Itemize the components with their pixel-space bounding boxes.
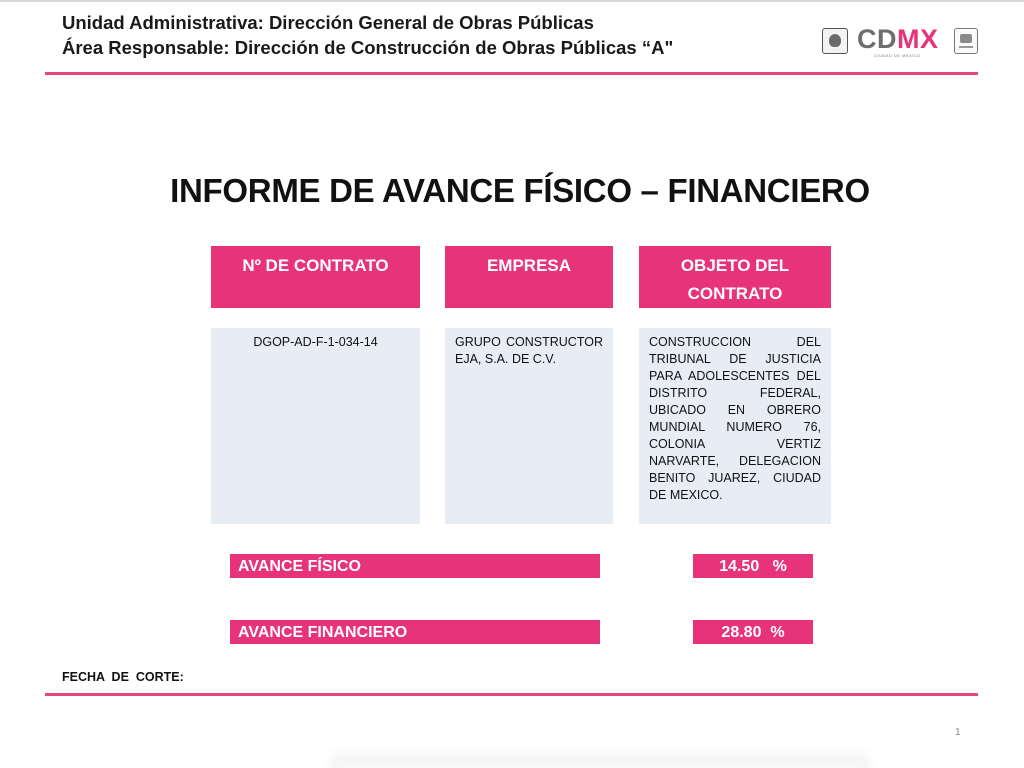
contract-object-header-line1: OBJETO DEL [680,256,790,275]
financial-progress-value: 28.80 % [693,620,813,644]
financial-progress-label: AVANCE FINANCIERO [230,620,600,644]
top-border [0,0,1024,2]
company-header: EMPRESA [445,246,613,308]
bottom-shadow [330,748,870,768]
physical-progress-value: 14.50 % [693,554,813,578]
responsible-area: Área Responsable: Dirección de Construcción de Obras Públicas “A" [62,37,674,58]
city-seal-icon [822,28,848,54]
government-logo-icon [954,28,978,54]
page-title: INFORME DE AVANCE FÍSICO – FINANCIERO [170,172,870,209]
footer-divider [45,693,978,696]
company-cell: GRUPO CONSTRUCTOR EJA, S.A. DE C.V. [445,328,613,524]
contract-object-header [639,246,831,308]
administrative-unit: Unidad Administrativa: Dirección General de Obras Públicas [62,12,594,33]
contract-object-cell: CONSTRUCCION DEL TRIBUNAL DE JUSTICIA PARA ADOLESCENTES DEL DISTRITO FEDERAL, UBICADO EN OBRERO MUNDIAL NUMERO 76, COLONIA VERTIZ NARVARTE, DELEGACION BENITO JUAREZ, CIUDAD DE MEXICO. [639,328,831,524]
cutoff-date-label: FECHA DE CORTE: [62,670,184,684]
page-number: 1 [955,727,961,738]
contract-number-header: Nº DE CONTRATO [211,246,420,308]
contract-object-header-line2: CONTRATO [687,284,783,303]
header [62,10,673,60]
physical-progress-label: AVANCE FÍSICO [230,554,600,578]
cdmx-logo-subtitle: CIUDAD DE MÉXICO [874,53,921,58]
cdmx-logo: CDMX [857,24,939,54]
contract-number-cell: DGOP-AD-F-1-034-14 [211,328,420,524]
header-divider [45,72,978,75]
